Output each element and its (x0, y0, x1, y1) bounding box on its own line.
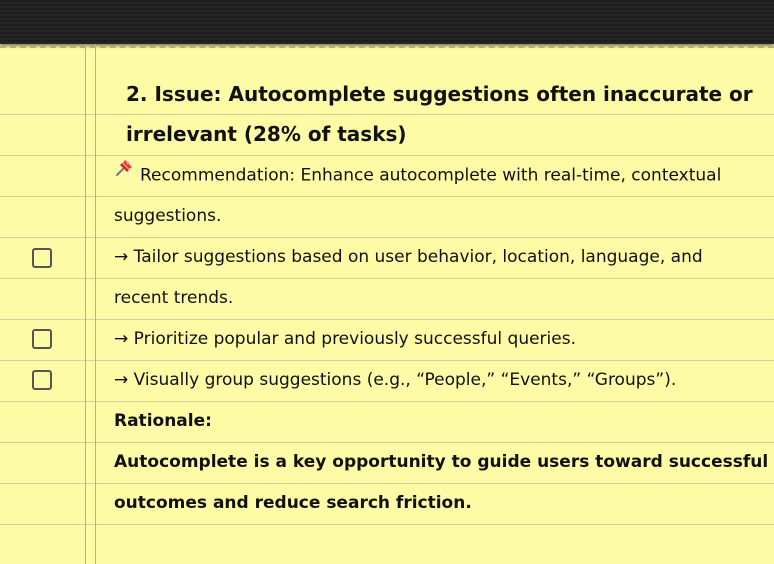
checklist-checkbox[interactable] (32, 248, 52, 268)
ruled-line (0, 524, 774, 525)
issue-heading-line-2: irrelevant (28% of tasks) (126, 122, 407, 146)
checklist-checkbox[interactable] (32, 370, 52, 390)
checklist-item-2: → Prioritize popular and previously successful queries. (114, 329, 576, 349)
rationale-label: Rationale: (114, 411, 212, 431)
issue-heading-line-1: 2. Issue: Autocomplete suggestions often inaccurate or (126, 82, 753, 106)
notepad-binding (0, 0, 774, 44)
recommendation-line-2: suggestions. (114, 206, 222, 226)
checklist-item-3: → Visually group suggestions (e.g., “People,” “Events,” “Groups”). (114, 370, 677, 390)
rationale-line-1: Autocomplete is a key opportunity to guide users toward successful (114, 452, 769, 472)
pushpin-icon (114, 153, 134, 194)
recommendation-text: Recommendation: Enhance autocomplete with real-time, contextual (140, 165, 722, 186)
checklist-checkbox[interactable] (32, 329, 52, 349)
checklist-item-1-line-2: recent trends. (114, 288, 234, 308)
margin-line (85, 44, 86, 564)
checklist-item-1-line-1: → Tailor suggestions based on user behavior, location, language, and (114, 247, 703, 267)
recommendation-line-1 (114, 155, 721, 196)
margin-line (95, 44, 96, 564)
rationale-line-2: outcomes and reduce search friction. (114, 493, 472, 513)
perforation-line (0, 46, 774, 48)
